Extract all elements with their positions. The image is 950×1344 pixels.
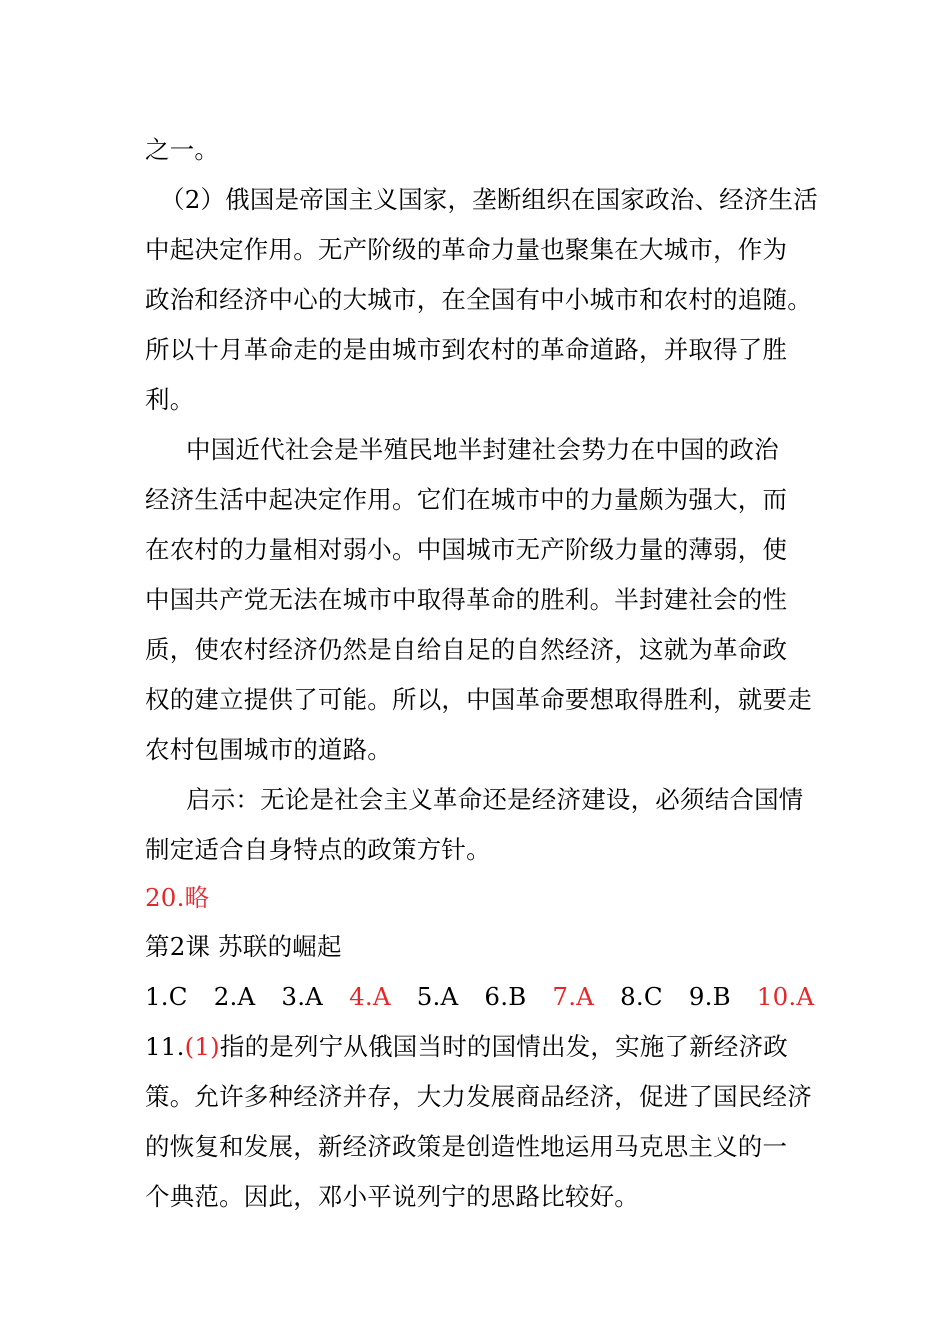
text-line: 启示：无论是社会主义革命还是经济建设，必须结合国情 — [186, 785, 804, 814]
text-line: 农村包围城市的道路。 — [145, 735, 392, 764]
text-line: 所以十月革命走的是由城市到农村的革命道路，并取得了胜 — [145, 335, 788, 364]
answer-item: 2.A — [213, 982, 256, 1011]
answer-item: 4.A — [349, 982, 391, 1011]
text-line: 政治和经济中心的大城市，在全国有中小城市和农村的追随。 — [145, 285, 812, 314]
answer-row — [145, 980, 840, 1014]
text-segment: 指的是列宁从俄国当时的国情出发，实施了新经济政 — [219, 1032, 788, 1061]
text-line: 中国近代社会是半殖民地半封建社会势力在中国的政治 — [186, 435, 779, 464]
text-line: 利。 — [145, 385, 195, 414]
text-line: 质，使农村经济仍然是自给自足的自然经济，这就为革命政 — [145, 635, 788, 664]
answer-item: 8.C — [620, 982, 663, 1011]
text-line: 的恢复和发展，新经济政策是创造性地运用马克思主义的一 — [145, 1132, 788, 1161]
question-number: 11. — [145, 1032, 185, 1061]
text-line: （2）俄国是帝国主义国家，垄断组织在国家政治、经济生活 — [160, 185, 818, 214]
text-line: 个典范。因此，邓小平说列宁的思路比较好。 — [145, 1182, 639, 1211]
text-line: 权的建立提供了可能。所以，中国革命要想取得胜利，就要走 — [145, 685, 812, 714]
answer-item: 1.C — [145, 982, 188, 1011]
question-part-label: (1) — [184, 1032, 220, 1061]
text-line: 制定适合自身特点的政策方针。 — [145, 835, 491, 864]
question-20-answer: 20.略 — [145, 883, 210, 912]
question-11-line — [145, 1030, 788, 1064]
text-line: 中起决定作用。无产阶级的革命力量也聚集在大城市，作为 — [145, 235, 788, 264]
answer-item: 9.B — [688, 982, 731, 1011]
text-line: 中国共产党无法在城市中取得革命的胜利。半封建社会的性 — [145, 585, 788, 614]
text-line: 经济生活中起决定作用。它们在城市中的力量颇为强大，而 — [145, 485, 788, 514]
answer-item: 7.A — [552, 982, 595, 1011]
answer-item: 3.A — [281, 982, 324, 1011]
answer-item: 6.B — [484, 982, 527, 1011]
text-line: 在农村的力量相对弱小。中国城市无产阶级力量的薄弱，使 — [145, 535, 788, 564]
lesson-title: 第2课 苏联的崛起 — [145, 932, 342, 961]
answer-item: 10.A — [756, 982, 815, 1011]
answer-item: 5.A — [416, 982, 459, 1011]
text-line: 之一。 — [145, 135, 220, 164]
text-line: 策。允许多种经济并存，大力发展商品经济，促进了国民经济 — [145, 1082, 812, 1111]
